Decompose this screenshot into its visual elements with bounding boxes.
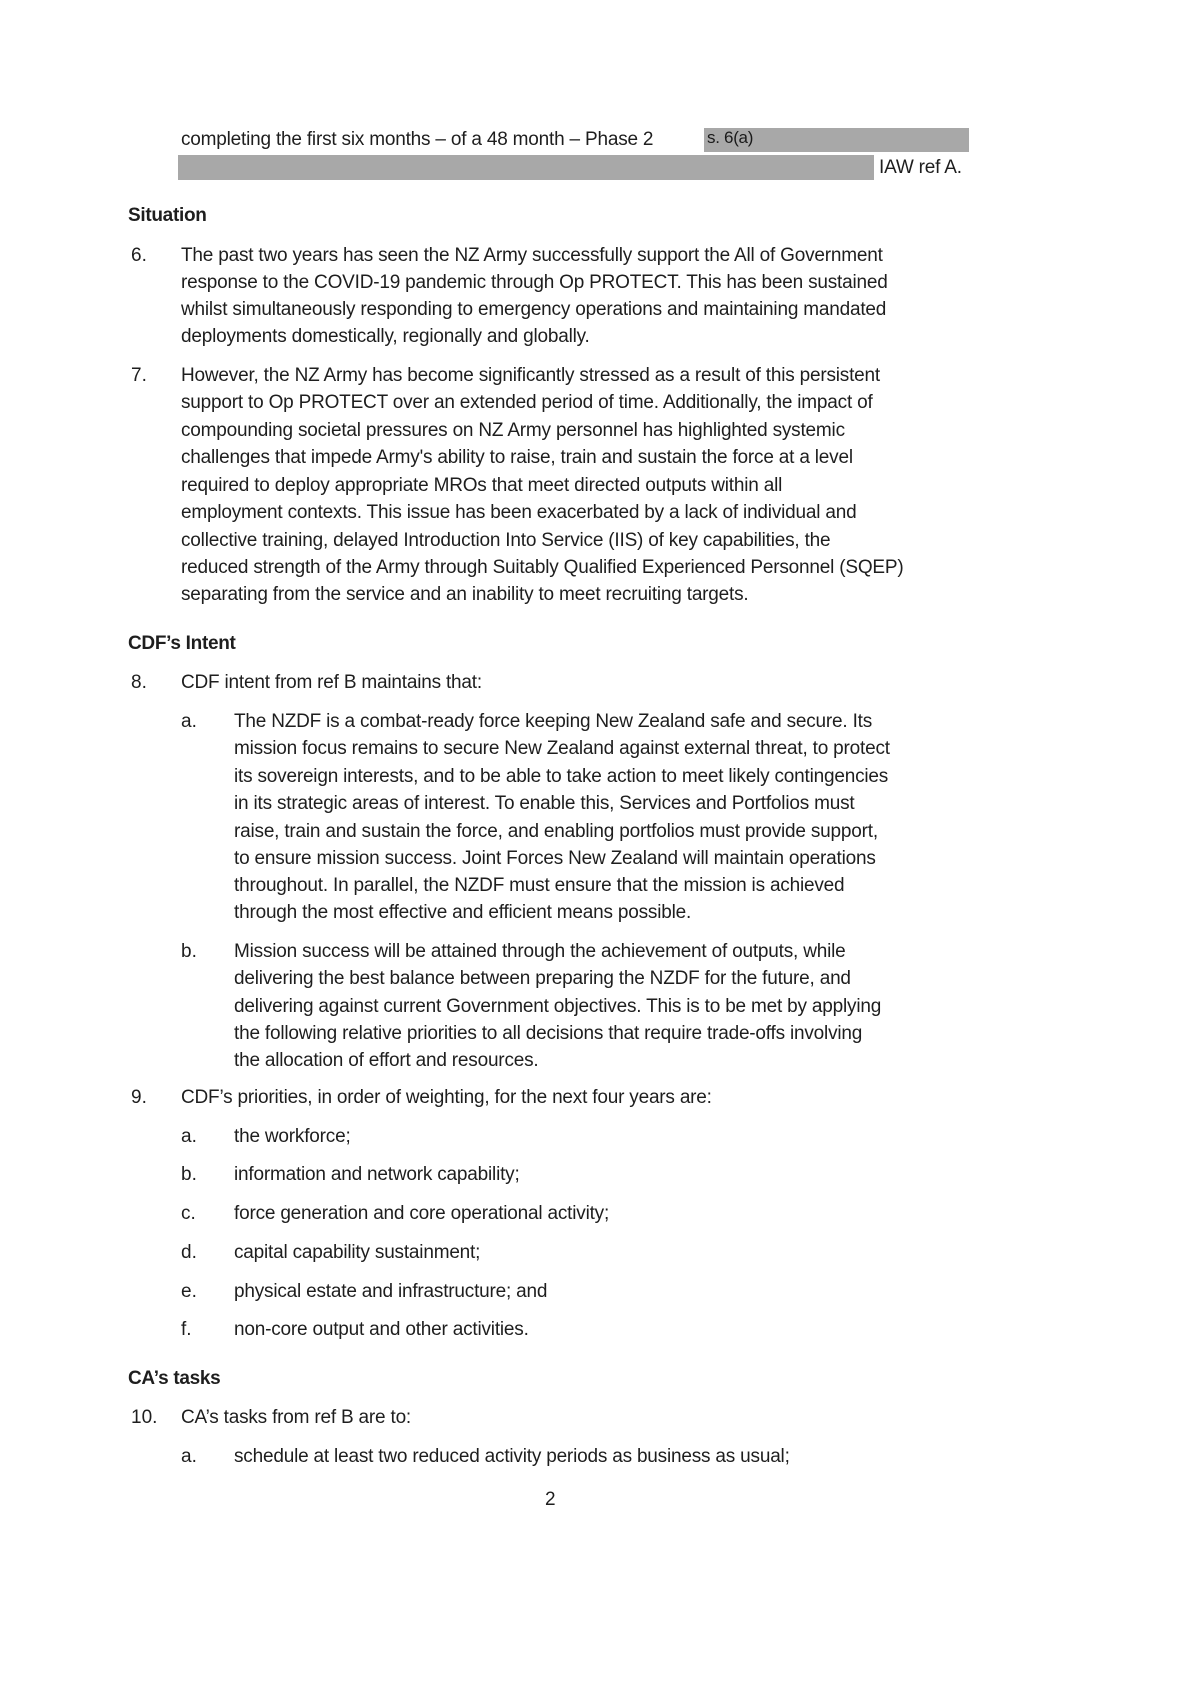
priority-label: f.: [181, 1319, 192, 1340]
paragraph-7-line: collective training, delayed Introduction Into Service (IIS) of key capabilities, the: [181, 530, 831, 551]
priority-label: a.: [181, 1126, 197, 1147]
subparagraph-8a-line: in its strategic areas of interest. To enable this, Services and Portfolios must: [234, 793, 855, 814]
paragraph-7-line: compounding societal pressures on NZ Army personnel has highlighted systemic: [181, 420, 845, 441]
paragraph-7-line: support to Op PROTECT over an extended period of time. Additionally, the impact of: [181, 392, 873, 413]
subparagraph-label-8a: a.: [181, 711, 197, 732]
paragraph-6-line: deployments domestically, regionally and globally.: [181, 326, 590, 347]
page-number: 2: [545, 1489, 556, 1510]
subparagraph-8b-line: delivering against current Government objectives. This is to be met by applying: [234, 996, 882, 1017]
task-item: schedule at least two reduced activity periods as business as usual;: [234, 1446, 790, 1467]
subparagraph-8b-line: the allocation of effort and resources.: [234, 1050, 539, 1071]
subparagraph-8a-line: through the most effective and efficient means possible.: [234, 902, 692, 923]
subparagraph-8a-line: its sovereign interests, and to be able to take action to meet likely contingencies: [234, 766, 889, 787]
redaction-label: s. 6(a): [707, 128, 754, 147]
priority-label: d.: [181, 1242, 197, 1263]
priority-label: b.: [181, 1164, 197, 1185]
subparagraph-label-8b: b.: [181, 941, 197, 962]
priority-item: the workforce;: [234, 1126, 351, 1147]
priority-item: physical estate and infrastructure; and: [234, 1281, 548, 1302]
priority-item: non-core output and other activities.: [234, 1319, 529, 1340]
subparagraph-8a-line: The NZDF is a combat-ready force keeping New Zealand safe and secure. Its: [234, 711, 873, 732]
paragraph-7-line: challenges that impede Army's ability to raise, train and sustain the force at a level: [181, 447, 853, 468]
paragraph-number-10: 10.: [131, 1407, 158, 1428]
paragraph-6-line: The past two years has seen the NZ Army successfully support the All of Government: [181, 245, 883, 266]
paragraph-number-6: 6.: [131, 245, 147, 266]
paragraph-number-9: 9.: [131, 1087, 147, 1108]
paragraph-10-text: CA’s tasks from ref B are to:: [181, 1407, 412, 1428]
subparagraph-8b-line: Mission success will be attained through the achievement of outputs, while: [234, 941, 846, 962]
intro-line-1: completing the first six months – of a 48 month – Phase 2: [181, 129, 654, 150]
section-heading-cdf-intent: CDF’s Intent: [128, 633, 236, 654]
paragraph-7-line: employment contexts. This issue has been exacerbated by a lack of individual and: [181, 502, 857, 523]
section-heading-ca-tasks: CA’s tasks: [128, 1368, 221, 1389]
priority-label: c.: [181, 1203, 196, 1224]
priority-item: capital capability sustainment;: [234, 1242, 481, 1263]
paragraph-number-7: 7.: [131, 365, 147, 386]
priority-item: information and network capability;: [234, 1164, 520, 1185]
paragraph-7-line: However, the NZ Army has become significantly stressed as a result of this persistent: [181, 365, 880, 386]
priority-item: force generation and core operational activity;: [234, 1203, 610, 1224]
paragraph-6-line: whilst simultaneously responding to emergency operations and maintaining mandated: [181, 299, 887, 320]
subparagraph-8b-line: delivering the best balance between preparing the NZDF for the future, and: [234, 968, 851, 989]
task-label: a.: [181, 1446, 197, 1467]
section-heading-situation: Situation: [128, 205, 207, 226]
paragraph-8-text: CDF intent from ref B maintains that:: [181, 672, 482, 693]
subparagraph-8a-line: mission focus remains to secure New Zealand against external threat, to protect: [234, 738, 890, 759]
intro-line-2-tail: IAW ref A.: [879, 157, 962, 178]
subparagraph-8a-line: raise, train and sustain the force, and enabling portfolios must provide support,: [234, 821, 878, 842]
subparagraph-8b-line: the following relative priorities to all decisions that require trade-offs involving: [234, 1023, 863, 1044]
subparagraph-8a-line: throughout. In parallel, the NZDF must ensure that the mission is achieved: [234, 875, 845, 896]
paragraph-7-line: required to deploy appropriate MROs that meet directed outputs within all: [181, 475, 783, 496]
paragraph-6-line: response to the COVID-19 pandemic through Op PROTECT. This has been sustained: [181, 272, 888, 293]
paragraph-7-line: separating from the service and an inability to meet recruiting targets.: [181, 584, 749, 605]
subparagraph-8a-line: to ensure mission success. Joint Forces New Zealand will maintain operations: [234, 848, 876, 869]
paragraph-number-8: 8.: [131, 672, 147, 693]
paragraph-9-text: CDF’s priorities, in order of weighting, for the next four years are:: [181, 1087, 712, 1108]
paragraph-7-line: reduced strength of the Army through Suitably Qualified Experienced Personnel (SQEP): [181, 557, 904, 578]
redaction-block-2: [178, 155, 874, 180]
priority-label: e.: [181, 1281, 197, 1302]
